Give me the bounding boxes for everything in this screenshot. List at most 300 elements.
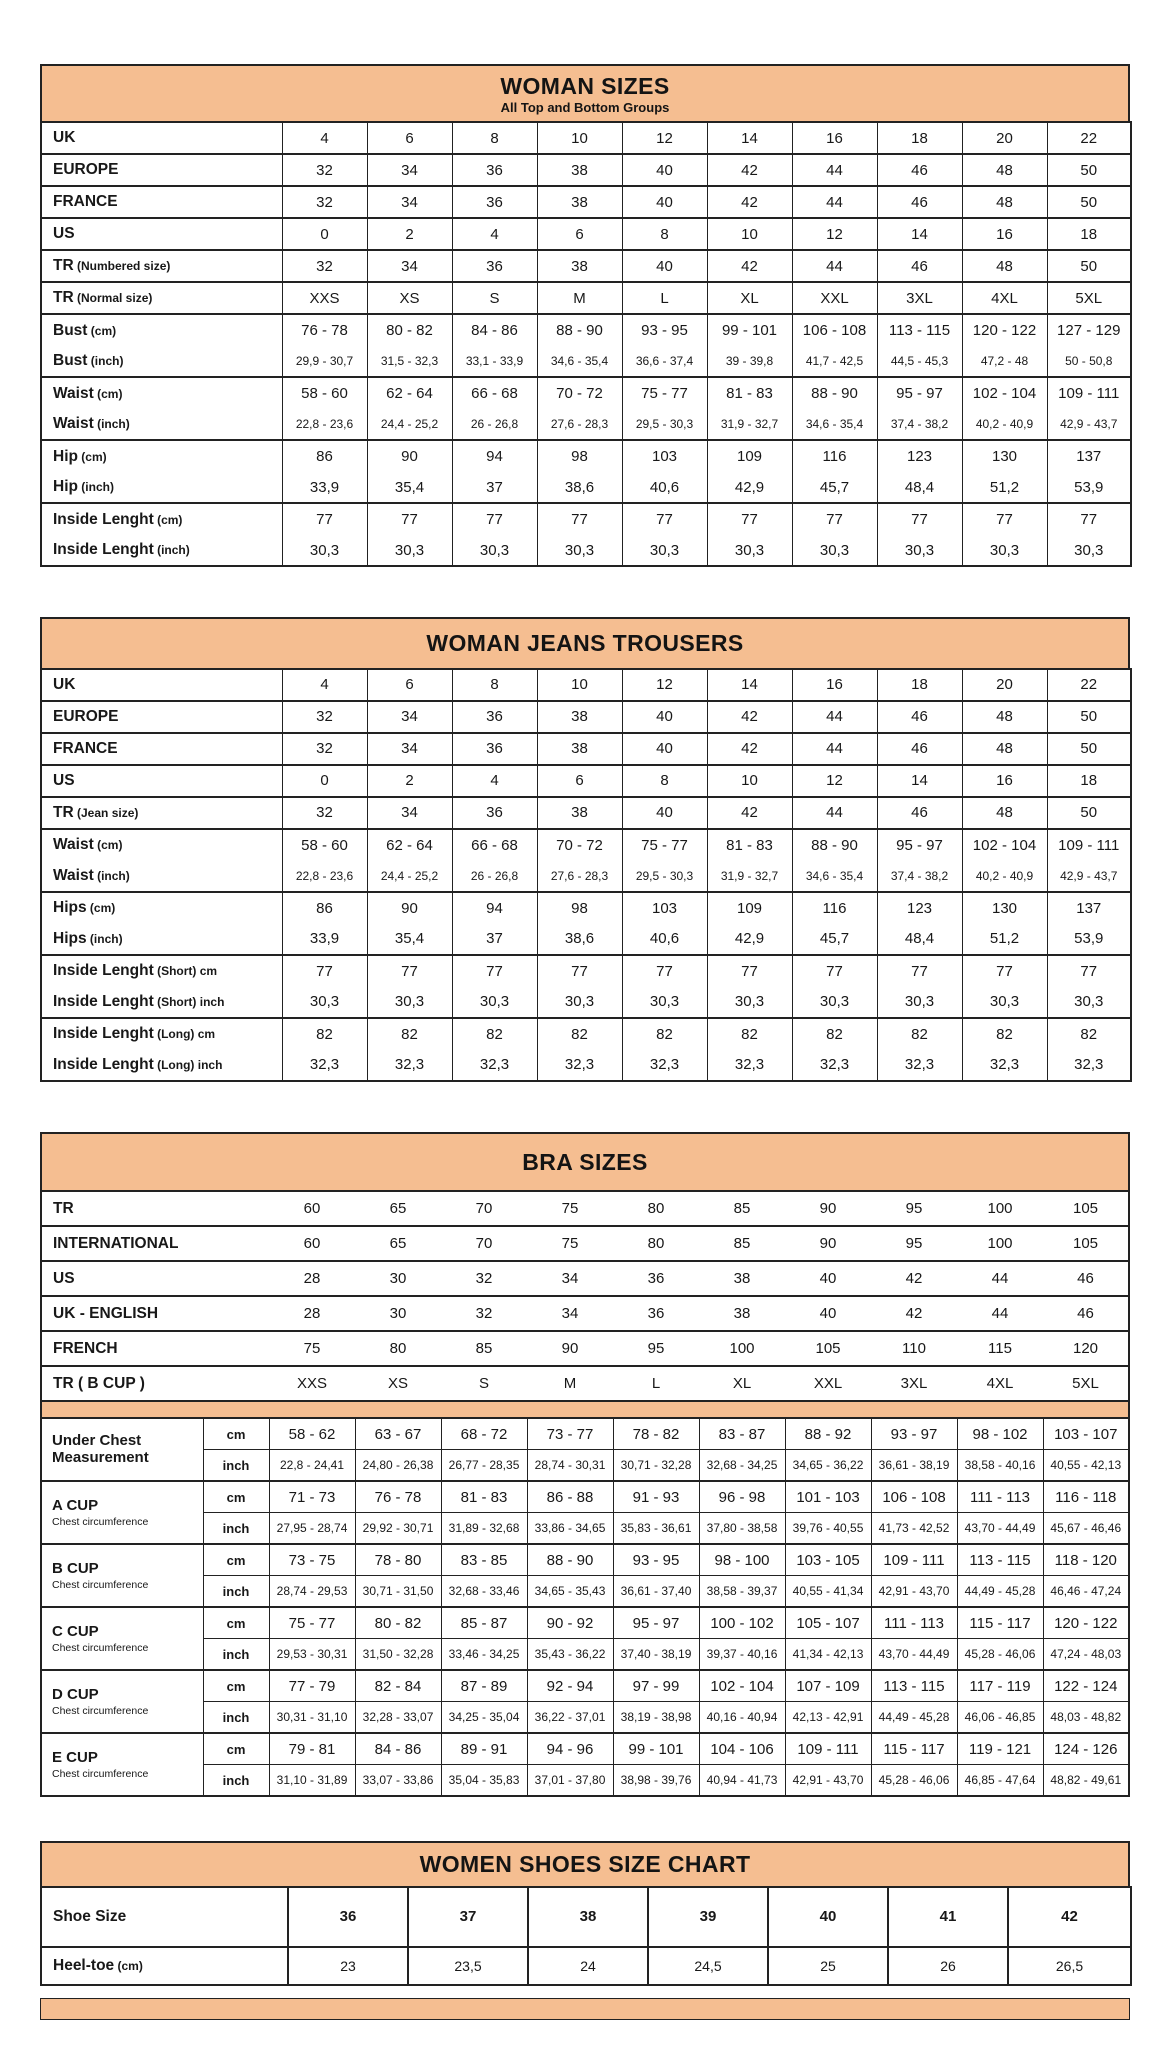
size-value: 80: [613, 1226, 699, 1261]
size-value: 48,4: [877, 472, 962, 504]
size-value: 38: [537, 154, 622, 186]
size-value: 24,80 - 26,38: [355, 1450, 441, 1482]
size-value: 47,24 - 48,03: [1043, 1639, 1129, 1671]
size-value: 35,83 - 36,61: [613, 1513, 699, 1545]
size-value: 42: [707, 250, 792, 282]
size-value: 113 - 115: [871, 1670, 957, 1702]
size-value: 5XL: [1043, 1366, 1129, 1401]
size-value: 77: [367, 955, 452, 987]
cup-label: [41, 1670, 203, 1733]
row-label: [41, 377, 282, 409]
row-label-text: Inside Lenght: [53, 962, 154, 980]
size-value: 77: [962, 955, 1047, 987]
row-label: [41, 1331, 269, 1366]
size-value: 90: [785, 1191, 871, 1226]
size-value: 62 - 64: [367, 829, 452, 861]
size-value: 4: [282, 122, 367, 154]
size-value: 34: [367, 733, 452, 765]
size-value: 40,2 - 40,9: [962, 860, 1047, 892]
size-value: 86: [282, 892, 367, 924]
size-value: 65: [355, 1226, 441, 1261]
size-value: 86: [282, 440, 367, 472]
size-value: S: [441, 1366, 527, 1401]
size-value: 103: [622, 892, 707, 924]
row-label-text: UK: [53, 129, 76, 147]
size-value: 83 - 87: [699, 1418, 785, 1450]
size-value: 14: [877, 218, 962, 250]
size-value: 34: [367, 154, 452, 186]
row-label-unit: (inch): [93, 868, 130, 883]
row-label-text: INTERNATIONAL: [53, 1234, 179, 1252]
size-value: 76 - 78: [282, 314, 367, 346]
size-value: 93 - 97: [871, 1418, 957, 1450]
row-label-text: Hips: [53, 929, 87, 947]
unit-label: inch: [203, 1765, 269, 1797]
row-label: [41, 535, 282, 567]
size-value: 16: [962, 218, 1047, 250]
table-row: [41, 733, 1131, 765]
row-label: [41, 1191, 269, 1226]
size-value: 40: [785, 1296, 871, 1331]
row-label-text: TR: [53, 1199, 74, 1217]
size-value: XXL: [792, 282, 877, 314]
size-value: 41: [888, 1887, 1008, 1947]
size-value: 35,43 - 36,22: [527, 1639, 613, 1671]
size-value: 8: [622, 218, 707, 250]
size-value: 77: [1047, 955, 1131, 987]
row-label-text: TR ( B CUP ): [53, 1374, 145, 1392]
size-value: 37,01 - 37,80: [527, 1765, 613, 1797]
size-value: 42: [707, 797, 792, 829]
table-row: [41, 1191, 1129, 1226]
size-value: 29,9 - 30,7: [282, 346, 367, 378]
table-row: [41, 1049, 1131, 1081]
size-value: 75 - 77: [269, 1607, 355, 1639]
size-value: 40,55 - 41,34: [785, 1576, 871, 1608]
row-label: [41, 314, 282, 346]
footer-accent-bar: [40, 1998, 1130, 2020]
size-value: XL: [707, 282, 792, 314]
size-value: 89 - 91: [441, 1733, 527, 1765]
size-value: 42,9: [707, 472, 792, 504]
size-value: 40,6: [622, 923, 707, 955]
size-value: 110: [871, 1331, 957, 1366]
size-value: 88 - 90: [537, 314, 622, 346]
size-value: 70 - 72: [537, 829, 622, 861]
row-label: [41, 1261, 269, 1296]
size-value: 98 - 102: [957, 1418, 1043, 1450]
size-value: 95 - 97: [613, 1607, 699, 1639]
size-value: 75 - 77: [622, 377, 707, 409]
size-value: 10: [707, 765, 792, 797]
row-label: [41, 282, 282, 314]
size-value: 28,74 - 30,31: [527, 1450, 613, 1482]
size-value: 85 - 87: [441, 1607, 527, 1639]
cup-label: [41, 1481, 203, 1544]
size-value: 38,6: [537, 923, 622, 955]
size-value: 80 - 82: [367, 314, 452, 346]
size-value: 32,3: [282, 1049, 367, 1081]
size-value: 42: [871, 1261, 957, 1296]
cup-name: A CUP: [52, 1496, 99, 1514]
size-value: 44: [792, 701, 877, 733]
table-row: [41, 1366, 1129, 1401]
row-label-text: Inside Lenght: [53, 1055, 154, 1073]
size-value: 51,2: [962, 472, 1047, 504]
size-value: 42,9: [707, 923, 792, 955]
size-value: 31,10 - 31,89: [269, 1765, 355, 1797]
shoes-title: WOMEN SHOES SIZE CHART: [419, 1851, 751, 1878]
size-value: 73 - 77: [527, 1418, 613, 1450]
size-value: 30,3: [962, 535, 1047, 567]
cup-sublabel: Chest circumference: [52, 1767, 149, 1780]
size-value: 46,46 - 47,24: [1043, 1576, 1129, 1608]
size-value: 0: [282, 765, 367, 797]
size-value: 45,7: [792, 923, 877, 955]
size-value: 44,49 - 45,28: [957, 1576, 1043, 1608]
size-value: 32: [441, 1261, 527, 1296]
size-value: 32: [441, 1296, 527, 1331]
unit-label: cm: [203, 1733, 269, 1765]
size-value: 37,80 - 38,58: [699, 1513, 785, 1545]
size-value: 36: [452, 733, 537, 765]
row-label-text: Inside Lenght: [53, 510, 154, 528]
size-value: 30,3: [622, 986, 707, 1018]
jeans-grid: [40, 668, 1132, 1082]
size-value: 75: [527, 1226, 613, 1261]
size-value: 77: [707, 955, 792, 987]
row-label-text: EUROPE: [53, 707, 119, 725]
size-value: 70: [441, 1226, 527, 1261]
size-value: 34: [367, 250, 452, 282]
row-label: [41, 1226, 269, 1261]
size-value: 90 - 92: [527, 1607, 613, 1639]
size-value: 48,03 - 48,82: [1043, 1702, 1129, 1734]
size-value: 6: [367, 122, 452, 154]
size-value: 111 - 113: [957, 1481, 1043, 1513]
size-value: 8: [452, 122, 537, 154]
cup-name: D CUP: [52, 1685, 99, 1703]
size-value: 29,53 - 30,31: [269, 1639, 355, 1671]
size-value: 83 - 85: [441, 1544, 527, 1576]
size-value: 32,68 - 34,25: [699, 1450, 785, 1482]
size-value: 50: [1047, 250, 1131, 282]
size-value: 113 - 115: [877, 314, 962, 346]
row-label-text: US: [53, 1269, 75, 1287]
row-label-text: Heel-toe: [53, 1956, 115, 1974]
row-label: [41, 218, 282, 250]
size-value: 48: [962, 154, 1047, 186]
size-value: 46: [877, 701, 962, 733]
size-value: 4: [282, 669, 367, 701]
size-value: 39 - 39,8: [707, 346, 792, 378]
size-value: 23: [288, 1947, 408, 1985]
size-value: 77: [877, 955, 962, 987]
size-value: 29,92 - 30,71: [355, 1513, 441, 1545]
size-value: 120 - 122: [962, 314, 1047, 346]
size-value: 68 - 72: [441, 1418, 527, 1450]
size-value: 33,07 - 33,86: [355, 1765, 441, 1797]
size-value: 14: [707, 669, 792, 701]
size-value: 32,3: [537, 1049, 622, 1081]
row-label-unit: (inch): [77, 480, 114, 495]
row-label: [41, 409, 282, 441]
table-row: [41, 1544, 1129, 1576]
size-value: 2: [367, 765, 452, 797]
size-value: 40: [622, 186, 707, 218]
size-value: 105: [1043, 1191, 1129, 1226]
size-value: 0: [282, 218, 367, 250]
size-value: 39,76 - 40,55: [785, 1513, 871, 1545]
cup-sublabel: Chest circumference: [52, 1641, 149, 1654]
size-value: 6: [537, 218, 622, 250]
size-value: 116: [792, 440, 877, 472]
row-label-text: Hip: [53, 447, 78, 465]
size-value: 30,3: [1047, 535, 1131, 567]
size-value: 36: [613, 1261, 699, 1296]
size-value: 38: [537, 797, 622, 829]
size-value: 113 - 115: [957, 1544, 1043, 1576]
size-value: 40: [622, 154, 707, 186]
size-value: 102 - 104: [962, 377, 1047, 409]
size-value: 45,28 - 46,06: [957, 1639, 1043, 1671]
size-value: 88 - 90: [527, 1544, 613, 1576]
size-value: 34: [527, 1296, 613, 1331]
size-value: 31,89 - 32,68: [441, 1513, 527, 1545]
size-value: 46: [1043, 1261, 1129, 1296]
size-value: 30,71 - 32,28: [613, 1450, 699, 1482]
row-label-unit: (cm): [86, 901, 116, 916]
size-value: 84 - 86: [452, 314, 537, 346]
size-value: 18: [1047, 765, 1131, 797]
size-value: 82: [282, 1018, 367, 1050]
size-value: 31,50 - 32,28: [355, 1639, 441, 1671]
size-value: 38: [537, 701, 622, 733]
size-value: 31,5 - 32,3: [367, 346, 452, 378]
size-value: 24,4 - 25,2: [367, 860, 452, 892]
table-row: [41, 1733, 1129, 1765]
size-value: 36: [452, 701, 537, 733]
size-value: 82: [452, 1018, 537, 1050]
table-row: [41, 669, 1131, 701]
unit-label: inch: [203, 1576, 269, 1608]
size-value: 60: [269, 1226, 355, 1261]
size-value: 30,3: [622, 535, 707, 567]
cup-sublabel: Chest circumference: [52, 1704, 149, 1717]
size-value: 77: [622, 503, 707, 535]
size-value: 95: [871, 1226, 957, 1261]
size-value: 42,13 - 42,91: [785, 1702, 871, 1734]
size-value: 109: [707, 892, 792, 924]
row-label-unit: (Short) cm: [153, 964, 218, 979]
size-value: 46: [877, 733, 962, 765]
size-value: 40,16 - 40,94: [699, 1702, 785, 1734]
size-value: 65: [355, 1191, 441, 1226]
size-value: 33,1 - 33,9: [452, 346, 537, 378]
row-label-unit: (cm): [153, 512, 183, 527]
size-value: 50: [1047, 701, 1131, 733]
size-value: 116: [792, 892, 877, 924]
size-value: 40: [622, 797, 707, 829]
size-value: 77: [877, 503, 962, 535]
size-value: 22: [1047, 669, 1131, 701]
size-value: 77: [282, 503, 367, 535]
size-value: 36,6 - 37,4: [622, 346, 707, 378]
size-value: 70: [441, 1191, 527, 1226]
row-label-unit: (Short) inch: [153, 994, 225, 1009]
row-label-unit: (cm): [114, 1958, 143, 1973]
size-value: 88 - 92: [785, 1418, 871, 1450]
size-value: 93 - 95: [622, 314, 707, 346]
size-value: 41,73 - 42,52: [871, 1513, 957, 1545]
table-row: [41, 765, 1131, 797]
size-value: 80: [613, 1191, 699, 1226]
size-value: 40: [622, 250, 707, 282]
size-value: 36: [452, 154, 537, 186]
size-value: 30,3: [282, 986, 367, 1018]
size-value: 46,85 - 47,64: [957, 1765, 1043, 1797]
table-row: [41, 218, 1131, 250]
size-value: 20: [962, 122, 1047, 154]
row-label-unit: (cm): [87, 323, 117, 338]
row-label-text: FRANCE: [53, 739, 118, 757]
shoes-grid: [40, 1886, 1132, 1986]
size-value: 35,04 - 35,83: [441, 1765, 527, 1797]
table-row: [41, 122, 1131, 154]
size-value: 27,6 - 28,3: [537, 860, 622, 892]
size-value: 30,3: [877, 535, 962, 567]
table-row: [41, 1576, 1129, 1608]
cup-sublabel: Chest circumference: [52, 1515, 149, 1528]
size-value: 82 - 84: [355, 1670, 441, 1702]
size-value: 38: [528, 1887, 648, 1947]
cup-label: [41, 1733, 203, 1796]
size-value: 39,37 - 40,16: [699, 1639, 785, 1671]
size-value: 12: [792, 765, 877, 797]
row-label: [41, 701, 282, 733]
size-value: 30,3: [537, 535, 622, 567]
size-value: 50: [1047, 186, 1131, 218]
row-label: [41, 1018, 282, 1050]
size-value: 40: [622, 733, 707, 765]
table-row: [41, 1018, 1131, 1050]
unit-label: inch: [203, 1639, 269, 1671]
size-value: 42: [707, 733, 792, 765]
table-row: [41, 923, 1131, 955]
size-value: 34,6 - 35,4: [792, 860, 877, 892]
row-label: [41, 669, 282, 701]
size-value: 33,86 - 34,65: [527, 1513, 613, 1545]
size-value: 14: [877, 765, 962, 797]
table-row: [41, 955, 1131, 987]
jeans-header-band: [40, 617, 1130, 667]
size-value: 111 - 113: [871, 1607, 957, 1639]
size-value: 14: [707, 122, 792, 154]
size-value: 32,3: [1047, 1049, 1131, 1081]
size-value: 115 - 117: [871, 1733, 957, 1765]
size-value: 34: [527, 1261, 613, 1296]
size-value: 5XL: [1047, 282, 1131, 314]
row-label-text: Bust: [53, 321, 88, 339]
row-label-text: Waist: [53, 866, 94, 884]
size-value: 58 - 60: [282, 829, 367, 861]
size-value: 98: [537, 440, 622, 472]
size-value: 109 - 111: [785, 1733, 871, 1765]
size-value: 127 - 129: [1047, 314, 1131, 346]
size-value: 16: [792, 669, 877, 701]
table-row: [41, 377, 1131, 409]
size-value: 81 - 83: [707, 829, 792, 861]
size-value: 30,3: [367, 535, 452, 567]
row-label-unit: (Jean size): [73, 805, 139, 820]
row-label: [41, 765, 282, 797]
size-value: 123: [877, 892, 962, 924]
bra-grid: [40, 1190, 1130, 1797]
row-label: [41, 860, 282, 892]
size-value: 18: [877, 669, 962, 701]
row-label-unit: (inch): [87, 354, 124, 369]
table-row: [41, 282, 1131, 314]
cup-label: [41, 1607, 203, 1670]
size-value: 10: [537, 122, 622, 154]
row-label: [41, 154, 282, 186]
size-value: 70 - 72: [537, 377, 622, 409]
size-value: 40,94 - 41,73: [699, 1765, 785, 1797]
table-row: [41, 1765, 1129, 1797]
table-row: [41, 1670, 1129, 1702]
size-value: 77: [1047, 503, 1131, 535]
table-row: [41, 472, 1131, 504]
size-value: 26 - 26,8: [452, 860, 537, 892]
woman-sizes-table: [40, 64, 1130, 567]
size-value: 46: [877, 154, 962, 186]
unit-label: cm: [203, 1481, 269, 1513]
size-value: 22,8 - 23,6: [282, 860, 367, 892]
row-label-unit: (inch): [86, 931, 123, 946]
size-value: 42,91 - 43,70: [871, 1576, 957, 1608]
size-value: 4: [452, 218, 537, 250]
size-value: 80 - 82: [355, 1607, 441, 1639]
size-value: 120: [1043, 1331, 1129, 1366]
size-value: 30,3: [452, 986, 537, 1018]
row-label: [41, 186, 282, 218]
size-value: 44,49 - 45,28: [871, 1702, 957, 1734]
size-value: 50: [1047, 154, 1131, 186]
size-value: 30,3: [282, 535, 367, 567]
size-value: 77: [962, 503, 1047, 535]
size-value: 37: [452, 472, 537, 504]
size-value: 38: [699, 1261, 785, 1296]
size-value: 24,4 - 25,2: [367, 409, 452, 441]
size-value: 32,68 - 33,46: [441, 1576, 527, 1608]
table-row: [41, 440, 1131, 472]
size-value: 34,65 - 35,43: [527, 1576, 613, 1608]
size-value: 30,3: [367, 986, 452, 1018]
size-value: 44: [792, 733, 877, 765]
size-value: 71 - 73: [269, 1481, 355, 1513]
size-value: 41,7 - 42,5: [792, 346, 877, 378]
table-row: [41, 1947, 1131, 1985]
size-value: 34,6 - 35,4: [792, 409, 877, 441]
size-value: 84 - 86: [355, 1733, 441, 1765]
size-value: 12: [622, 669, 707, 701]
size-value: 38,6: [537, 472, 622, 504]
size-value: 30: [355, 1261, 441, 1296]
shoes-header-band: [40, 1841, 1130, 1885]
table-row: [41, 409, 1131, 441]
size-value: 77: [792, 955, 877, 987]
size-value: 130: [962, 892, 1047, 924]
